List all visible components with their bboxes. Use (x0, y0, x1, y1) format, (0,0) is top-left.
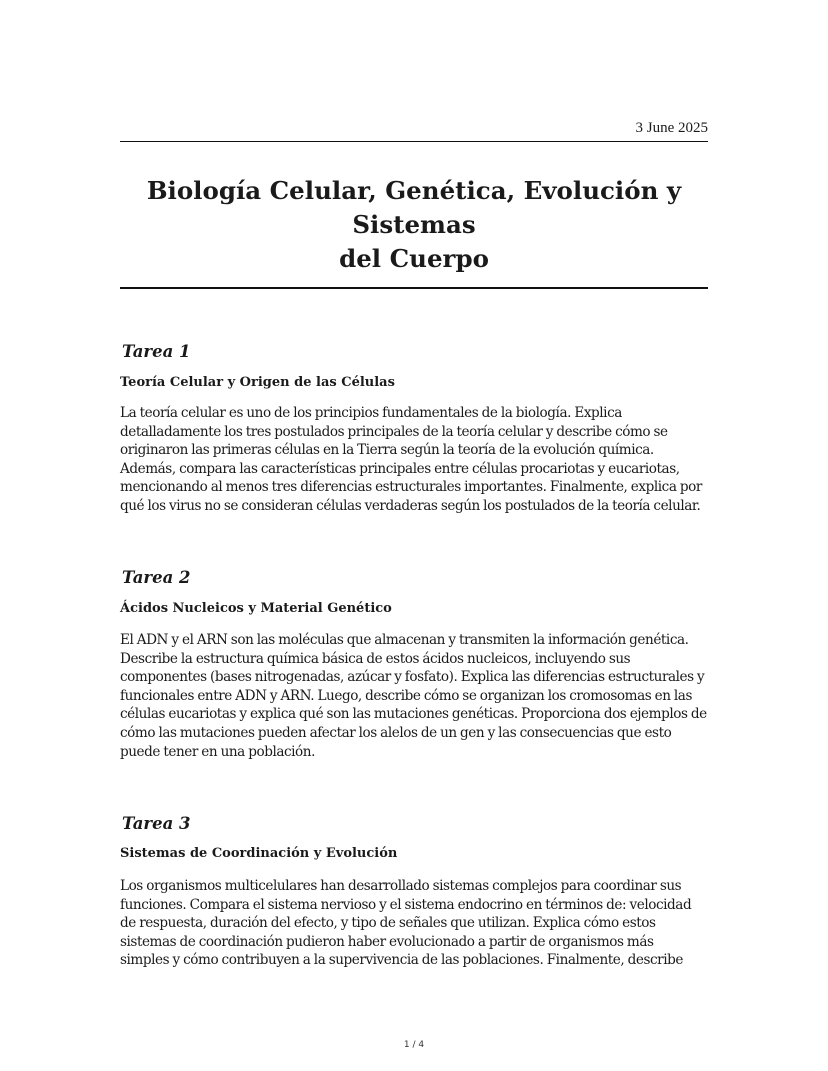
paragraph-line: originaron las primeras células en la Tierra según la teoría de la evolución química. (120, 442, 654, 459)
paragraph-line: simples y cómo contribuyen a la supervivencia de las poblaciones. Finalmente, describe (120, 952, 683, 969)
paragraph-line: mencionando al menos tres diferencias estructurales importantes. Finalmente, explica por (120, 479, 702, 496)
task-paragraph (120, 631, 707, 761)
task-subtitle: Teoría Celular y Origen de las Células (120, 375, 395, 390)
task-paragraph (120, 877, 691, 970)
page-number: 1 / 4 (403, 1040, 425, 1050)
task-paragraph (120, 404, 702, 516)
paragraph-line: de respuesta, duración del efecto, y tipo de señales que utilizan. Explica cómo estos (120, 915, 656, 932)
paragraph-line: Describe la estructura química básica de estos ácidos nucleicos, incluyendo sus (120, 650, 631, 667)
paragraph-line: detalladamente los tres postulados principales de la teoría celular y describe cómo se (120, 423, 668, 440)
paragraph-line: funcionales entre ADN y ARN. Luego, describe cómo se organizan los cromosomas en las (120, 687, 692, 704)
paragraph-line: sistemas de coordinación pudieron haber evolucionado a partir de organismos más (120, 933, 654, 950)
paragraph-line: funciones. Compara el sistema nervioso y el sistema endocrino en términos de: velocidad (120, 896, 692, 913)
title-line: Biología Celular, Genética, Evolución y Sistemas (146, 176, 682, 239)
task-heading: Tarea 3 (122, 814, 191, 833)
paragraph-line: qué los virus no se consideran células verdaderas según los postulados de la teoría celular. (120, 497, 701, 514)
header-rule (120, 141, 708, 142)
paragraph-line: Los organismos multicelulares han desarrollado sistemas complejos para coordinar sus (120, 878, 682, 894)
task-subtitle: Ácidos Nucleicos y Material Genético (120, 601, 392, 616)
paragraph-line: La teoría celular es uno de los principios fundamentales de la biología. Explica (120, 405, 622, 421)
title-rule (120, 287, 708, 289)
paragraph-line: células eucariotas y explica qué son las mutaciones genéticas. Proporciona dos ejemplos de (120, 706, 707, 723)
paragraph-line: puede tener en una población. (120, 743, 315, 760)
document-date: 3 June 2025 (635, 120, 708, 136)
paragraph-line: componentes (bases nitrogenadas, azúcar y fosfato). Explica las diferencias estructurales y (120, 669, 705, 686)
task-subtitle: Sistemas de Coordinación y Evolución (120, 846, 398, 861)
title-line: del Cuerpo (339, 244, 489, 273)
document-title (120, 174, 708, 276)
task-heading: Tarea 1 (122, 342, 191, 361)
paragraph-line: El ADN y el ARN son las moléculas que almacenan y transmiten la información genética. (120, 632, 689, 648)
paragraph-line: cómo las mutaciones pueden afectar los alelos de un gen y las consecuencias que esto (120, 724, 672, 741)
paragraph-line: Además, compara las características principales entre células procariotas y eucariotas, (120, 460, 680, 477)
task-heading: Tarea 2 (122, 568, 191, 587)
